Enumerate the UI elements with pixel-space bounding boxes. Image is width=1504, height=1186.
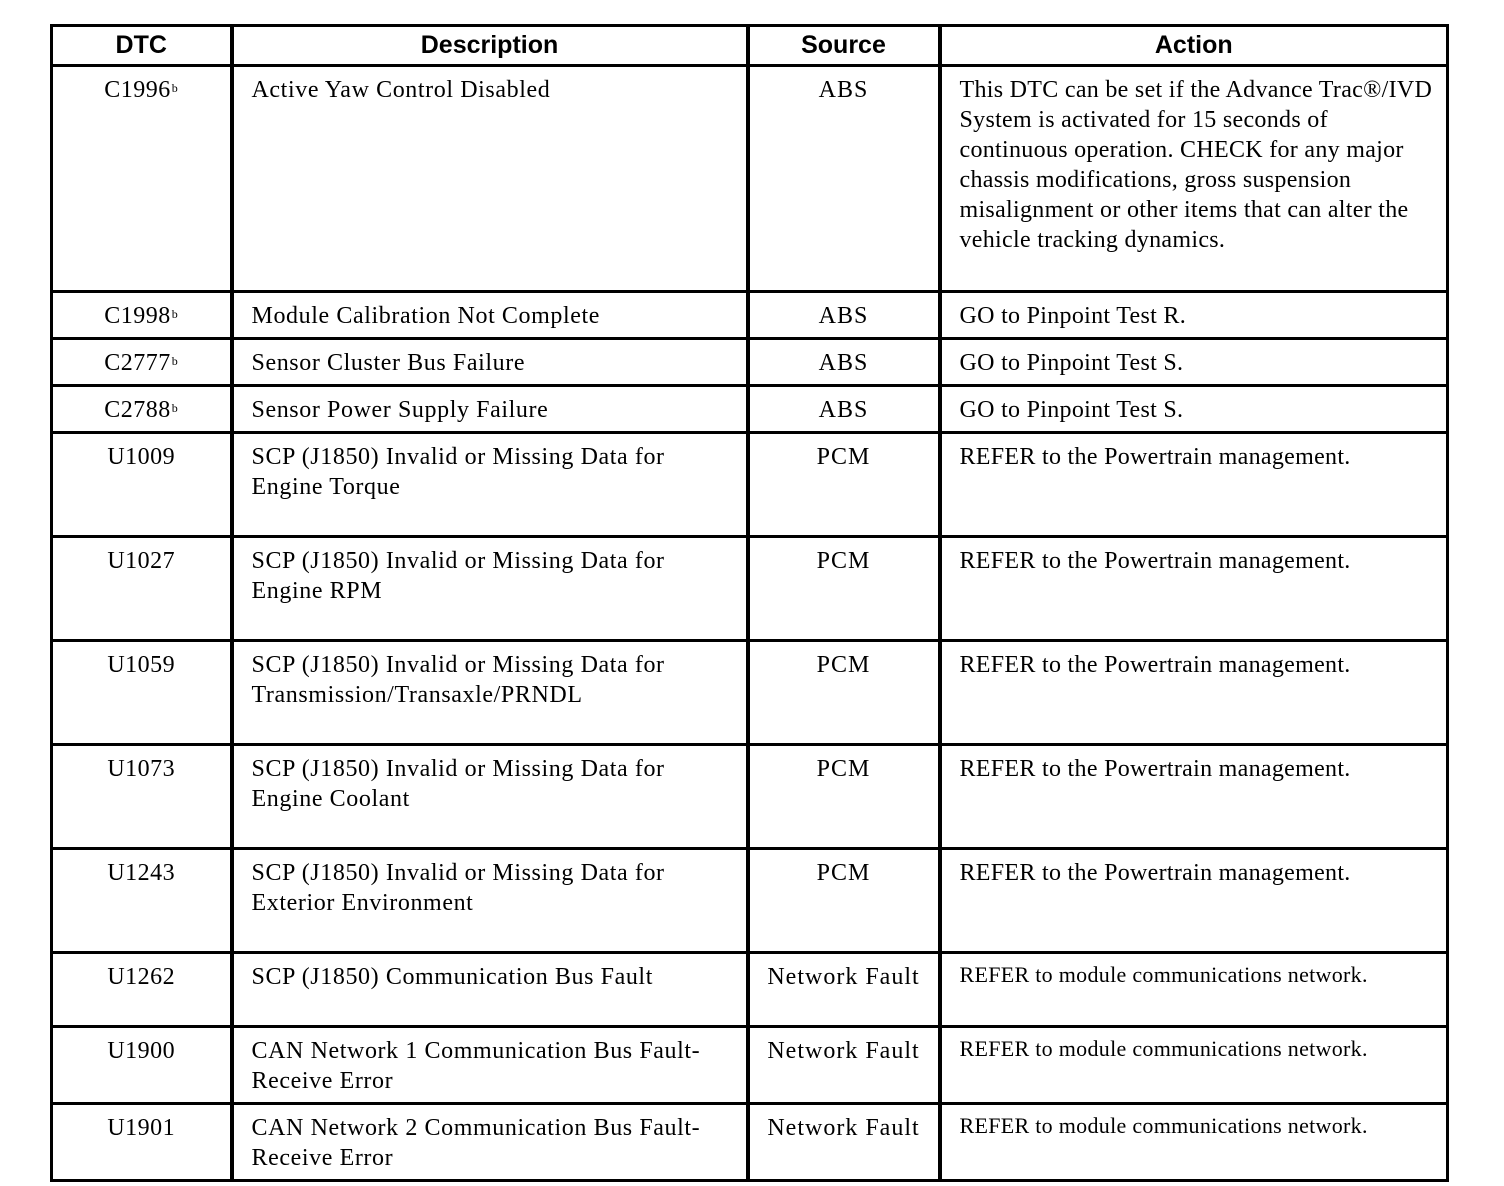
source-cell: Network Fault	[748, 953, 940, 1027]
table-row	[52, 537, 1448, 641]
footnote-marker: b	[171, 354, 179, 368]
header-row	[52, 26, 1448, 66]
footnote-marker: b	[171, 307, 179, 321]
header-source: Source	[748, 26, 940, 66]
description-cell: CAN Network 2 Communication Bus Fault-Receive Error	[232, 1104, 748, 1181]
table-row	[52, 433, 1448, 537]
action-cell: GO to Pinpoint Test R.	[940, 292, 1448, 339]
description-cell: CAN Network 1 Communication Bus Fault-Receive Error	[232, 1027, 748, 1104]
source-cell: PCM	[748, 433, 940, 537]
dtc-table-container	[50, 24, 1446, 1182]
description-cell: SCP (J1850) Invalid or Missing Data for Engine RPM	[232, 537, 748, 641]
description-cell: SCP (J1850) Communication Bus Fault	[232, 953, 748, 1027]
action-cell: REFER to the Powertrain management.	[940, 537, 1448, 641]
dtc-cell: U1059	[52, 641, 232, 745]
description-cell: SCP (J1850) Invalid or Missing Data for Engine Coolant	[232, 745, 748, 849]
dtc-code: C1998	[104, 303, 171, 329]
header-action: Action	[940, 26, 1448, 66]
footnote-marker: b	[171, 401, 179, 415]
source-cell: Network Fault	[748, 1027, 940, 1104]
header-dtc: DTC	[52, 26, 232, 66]
dtc-cell: U1243	[52, 849, 232, 953]
action-cell: GO to Pinpoint Test S.	[940, 386, 1448, 433]
table-row	[52, 1027, 1448, 1104]
table-row	[52, 953, 1448, 1027]
table-row	[52, 849, 1448, 953]
dtc-table	[50, 24, 1449, 1182]
description-cell: Module Calibration Not Complete	[232, 292, 748, 339]
dtc-cell: U1901	[52, 1104, 232, 1181]
table-row	[52, 386, 1448, 433]
table-row	[52, 745, 1448, 849]
table-row	[52, 641, 1448, 745]
dtc-cell: U1073	[52, 745, 232, 849]
description-cell: SCP (J1850) Invalid or Missing Data for Transmission/Transaxle/PRNDL	[232, 641, 748, 745]
action-cell: This DTC can be set if the Advance Trac®/IVD System is activated for 15 seconds of continuous operation. CHECK for any major chassis modifications, gross suspension misalignment or other items that can alter the vehicle tracking dynamics.	[940, 66, 1448, 292]
description-cell: SCP (J1850) Invalid or Missing Data for Exterior Environment	[232, 849, 748, 953]
dtc-code: C2788	[104, 397, 171, 423]
dtc-cell: U1009	[52, 433, 232, 537]
action-cell: GO to Pinpoint Test S.	[940, 339, 1448, 386]
source-cell: PCM	[748, 537, 940, 641]
action-cell: REFER to module communications network.	[940, 1104, 1448, 1181]
action-cell: REFER to module communications network.	[940, 953, 1448, 1027]
table-row	[52, 1104, 1448, 1181]
source-cell: PCM	[748, 849, 940, 953]
source-cell: Network Fault	[748, 1104, 940, 1181]
table-row	[52, 292, 1448, 339]
dtc-code: C1996	[104, 77, 171, 103]
source-cell: ABS	[748, 292, 940, 339]
dtc-cell: U1900	[52, 1027, 232, 1104]
dtc-code: C2777	[104, 350, 171, 376]
source-cell: ABS	[748, 386, 940, 433]
source-cell: ABS	[748, 66, 940, 292]
source-cell: PCM	[748, 641, 940, 745]
dtc-cell	[52, 292, 232, 339]
dtc-cell: U1262	[52, 953, 232, 1027]
dtc-cell	[52, 66, 232, 292]
footnote-marker: b	[171, 81, 179, 95]
dtc-cell	[52, 386, 232, 433]
action-cell: REFER to the Powertrain management.	[940, 433, 1448, 537]
dtc-cell	[52, 339, 232, 386]
source-cell: ABS	[748, 339, 940, 386]
action-cell: REFER to the Powertrain management.	[940, 745, 1448, 849]
table-row	[52, 66, 1448, 292]
description-cell: Sensor Cluster Bus Failure	[232, 339, 748, 386]
description-cell: SCP (J1850) Invalid or Missing Data for Engine Torque	[232, 433, 748, 537]
dtc-cell: U1027	[52, 537, 232, 641]
action-cell: REFER to the Powertrain management.	[940, 641, 1448, 745]
action-cell: REFER to the Powertrain management.	[940, 849, 1448, 953]
description-cell: Active Yaw Control Disabled	[232, 66, 748, 292]
header-description: Description	[232, 26, 748, 66]
table-row	[52, 339, 1448, 386]
description-cell: Sensor Power Supply Failure	[232, 386, 748, 433]
source-cell: PCM	[748, 745, 940, 849]
action-cell: REFER to module communications network.	[940, 1027, 1448, 1104]
